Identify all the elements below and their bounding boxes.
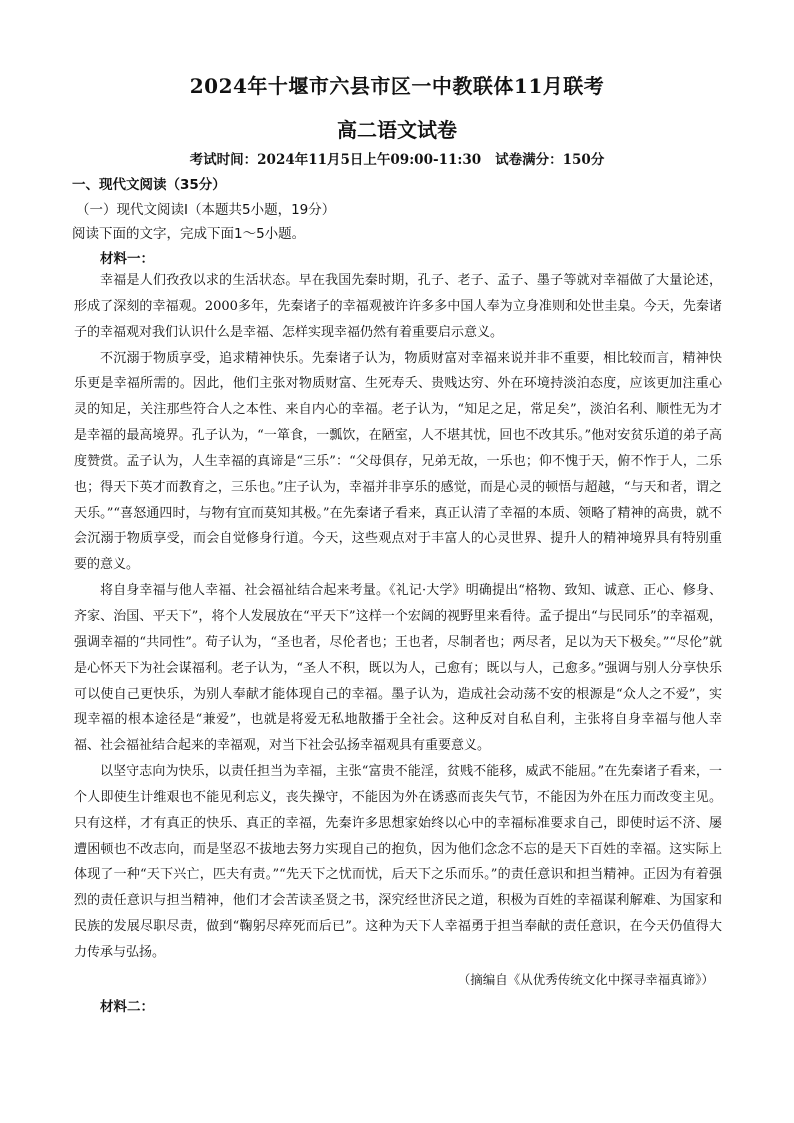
- source-citation: （摘编自《从优秀传统文化中探寻幸福真谛》）: [457, 972, 714, 987]
- paragraph: 不沉溺于物质享受，追求精神快乐。先秦诸子认为，物质财富对幸福来说并非不重要，相比较而言，精神快乐更是幸福所需的。因此，他们主张对物质财富、生死寿夭、贵贱达穷、外在环境持淡泊态度，应该更加注重心灵的知足，关注那些符合人之本性、来自内心的幸福。老子认为，“知足之足，常足矣”，淡泊名利、顺性无为才是幸福的最高境界。孔子认为，“一箪食，一瓢饮，在陋室，人不堪其忧，回也不改其乐。”他对安贫乐道的弟子高度赞赏。孟子认为，人生幸福的真谛是“三乐”：“父母俱存，兄弟无故，一乐也；仰不愧于天，俯不怍于人，二乐也；得天下英才而教育之，三乐也。”庄子认为，幸福并非享乐的感觉，而是心灵的顿悟与超越，“与天和者，谓之天乐。”“喜怒通四时，与物有宜而莫知其极。”在先秦诸子看来，真正认清了幸福的本质、领略了精神的高贵，就不会沉溺于物质享受，而会自觉修身行道。今天，这些观点对于丰富人的心灵世界、提升人的精神境界具有特别重要的意义。: [74, 350, 722, 573]
- full-score: 试卷满分：150分: [495, 152, 605, 168]
- paragraph: 幸福是人们孜孜以求的生活状态。早在我国先秦时期，孔子、老子、孟子、墨子等就对幸福做了大量论述，形成了深刻的幸福观。2000多年，先秦诸子的幸福观被许许多多中国人奉为立身准则和处世圭臬。今天，先秦诸子的幸福观对我们认识什么是幸福、怎样实现幸福仍然有着重要启示意义。: [74, 273, 722, 340]
- material-one-label: 材料一：: [100, 251, 154, 267]
- material-two-label: 材料二：: [100, 999, 154, 1015]
- exam-subtitle: 高二语文试卷: [337, 118, 457, 142]
- reading-instruction: 阅读下面的文字，完成下面1～5小题。: [72, 226, 306, 242]
- section-subheading: （一）现代文阅读Ⅰ（本题共5小题，19分）: [76, 202, 336, 218]
- exam-info: [0, 148, 794, 168]
- exam-title: 2024年十堰市六县市区一中教联体11月联考: [189, 74, 605, 98]
- exam-time: 考试时间：2024年11月5日上午09:00-11:30: [189, 152, 482, 168]
- paragraph: 将自身幸福与他人幸福、社会福祉结合起来考量。《礼记·大学》明确提出“格物、致知、诚意、正心、修身、齐家、治国、平天下”，将个人发展放在“平天下”这样一个宏阔的视野里来看待。孟子提出“与民同乐”的幸福观，强调幸福的“共同性”。荀子认为，“圣也者，尽伦者也；王也者，尽制者也；两尽者，足以为天下极矣。”“尽伦”就是心怀天下为社会谋福利。老子认为，“圣人不积，既以为人，己愈有；既以与人，己愈多。”强调与别人分享快乐可以使自己更快乐，为别人奉献才能体现自己的幸福。墨子认为，造成社会动荡不安的根源是“众人之不爱”，实现幸福的根本途径是“兼爱”，也就是将爱无私地散播于全社会。这种反对自私自利，主张将自身幸福与他人幸福、社会福祉结合起来的幸福观，对当下社会弘扬幸福观具有重要意义。: [74, 583, 722, 754]
- paragraph: 以坚守志向为快乐，以责任担当为幸福，主张“富贵不能淫，贫贱不能移，威武不能屈。”在先秦诸子看来，一个人即使生计维艰也不能见利忘义，丧失操守，不能因为外在诱惑而丧失气节，不能因为外在压力而改变主见。只有这样，才有真正的快乐、真正的幸福，先秦许多思想家始终以心中的幸福标准要求自己，即使时运不济、屡遭困顿也不改志向，而是坚忍不拔地去努力实现自己的抱负，因为他们念念不忘的是天下百姓的幸福。这实际上体现了一种“天下兴亡，匹夫有责。”“先天下之忧而忧，后天下之乐而乐。”的责任意识和担当精神。正因为有着强烈的责任意识与担当精神，他们才会苦读圣贤之书，深究经世济民之道，积极为百姓的幸福谋利解难、为国家和民族的发展尽职尽责，做到“鞠躬尽瘁死而后已”。这种为天下人幸福勇于担当奉献的责任意识，在今天仍值得大力传承与弘扬。: [74, 764, 722, 960]
- material-one-body: [74, 268, 722, 966]
- section-heading: 一、现代文阅读（35分）: [72, 177, 226, 193]
